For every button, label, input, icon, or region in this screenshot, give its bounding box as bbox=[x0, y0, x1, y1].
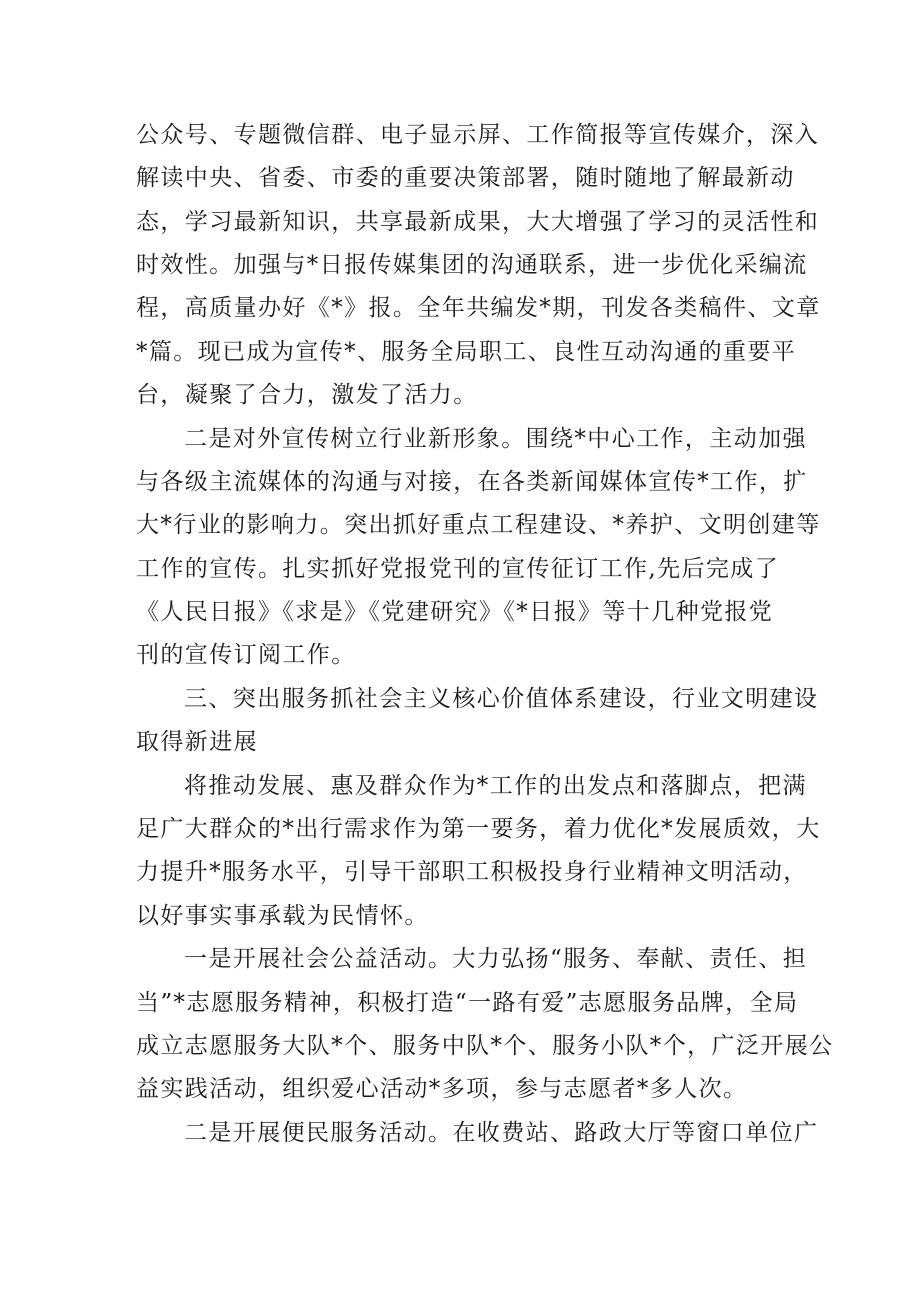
text-line: 大*行业的影响力。突出抓好重点工程建设、*养护、文明创建等 bbox=[136, 512, 821, 538]
text-line: 解读中央、省委、市委的重要决策部署，随时随地了解最新动 bbox=[136, 165, 795, 191]
text-line: 成立志愿服务大队*个、服务中队*个、服务小队*个，广泛开展公 bbox=[136, 1033, 834, 1059]
text-line: 与各级主流媒体的沟通与对接，在各类新闻媒体宣传*工作，扩 bbox=[136, 469, 808, 495]
section-heading-line: 三、突出服务抓社会主义核心价值体系建设，行业文明建设 bbox=[184, 686, 819, 712]
section-heading-line: 取得新进展 bbox=[136, 729, 258, 755]
text-line: 刊的宣传订阅工作。 bbox=[136, 642, 356, 668]
paragraph-start-line: 一是开展社会公益活动。大力弘扬“服务、奉献、责任、担 bbox=[184, 946, 808, 972]
text-line: 程，高质量办好《*》报。全年共编发*期，刊发各类稿件、文章 bbox=[136, 295, 821, 321]
text-line: 当”*志愿服务精神，积极打造“一路有爱”志愿服务品牌，全局 bbox=[136, 990, 799, 1016]
text-line: 台，凝聚了合力，激发了活力。 bbox=[136, 382, 478, 408]
text-line: 益实践活动，组织爱心活动*多项，参与志愿者*多人次。 bbox=[136, 1076, 748, 1102]
paragraph-start-line: 二是开展便民服务活动。在收费站、路政大厅等窗口单位广 bbox=[184, 1120, 819, 1146]
paragraph-start-line: 二是对外宣传树立行业新形象。围绕*中心工作，主动加强 bbox=[184, 426, 807, 452]
text-line: 以好事实事承载为民情怀。 bbox=[136, 903, 429, 929]
text-line: 力提升*服务水平，引导干部职工积极投身行业精神文明活动， bbox=[136, 859, 808, 885]
paragraph-start-line: 将推动发展、惠及群众作为*工作的出发点和落脚点，把满 bbox=[184, 773, 807, 799]
text-line: *篇。现已成为宣传*、服务全局职工、良性互动沟通的重要平 bbox=[136, 339, 797, 365]
text-line: 时效性。加强与*日报传媒集团的沟通联系，进一步优化采编流 bbox=[136, 252, 808, 278]
text-line: 工作的宣传。扎实抓好党报党刊的宣传征订工作,先后完成了 bbox=[136, 556, 780, 582]
text-line: 态，学习最新知识，共享最新成果，大大增强了学习的灵活性和 bbox=[136, 209, 820, 235]
text-line: 足广大群众的*出行需求作为第一要务，着力优化*发展质效，大 bbox=[136, 816, 821, 842]
text-line: 《人民日报》《求是》《党建研究》《*日报》等十几种党报党 bbox=[136, 599, 774, 625]
text-line: 公众号、专题微信群、电子显示屏、工作简报等宣传媒介，深入 bbox=[136, 122, 820, 148]
